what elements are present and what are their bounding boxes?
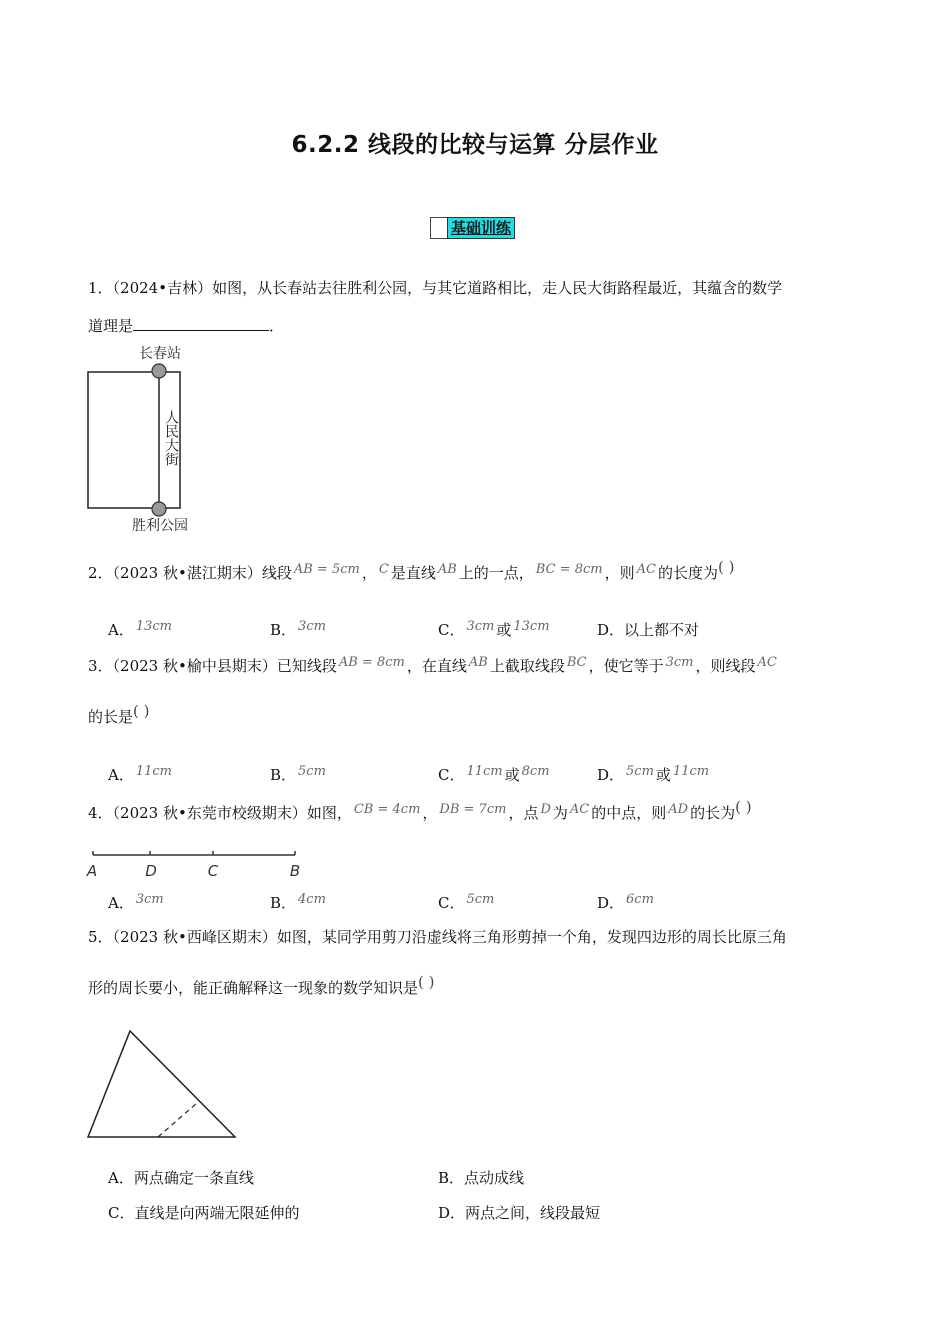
question-text: 如图，: [306, 804, 352, 822]
math-expr: AC: [757, 655, 777, 670]
question-text: 的中点，则: [591, 804, 667, 822]
option-letter: D．: [597, 894, 625, 912]
question-text: 的长是: [88, 708, 134, 726]
park-label: 胜利公园: [132, 518, 188, 534]
answer-paren: ( ): [735, 798, 752, 816]
question-source: （2023 秋•西峰区期末）: [112, 928, 277, 946]
section-header: [430, 217, 515, 239]
option-c[interactable]: C．直线是向两端无限延伸的: [108, 1204, 300, 1222]
question-text: 的长度为: [657, 564, 718, 582]
point-b-label: B: [289, 862, 301, 880]
question-text: ，: [422, 804, 438, 822]
question-1-line-2: [88, 316, 284, 336]
option-value: 11cm: [672, 764, 710, 779]
option-letter: B．: [270, 766, 297, 784]
option-d[interactable]: [597, 620, 699, 640]
option-c[interactable]: [438, 620, 552, 642]
question-text: 形的周长要小，能正确解释这一现象的数学知识是: [88, 979, 419, 997]
option-a[interactable]: [108, 765, 174, 787]
option-value: 4cm: [298, 892, 326, 907]
question-text: 如图，从长春站去往胜利公园，与其它道路相比，走人民大街路程最近，其蕴含的数学: [212, 279, 783, 297]
question-source: （2024•吉林）: [112, 279, 213, 297]
question-text: 如图，某同学用剪刀沿虚线将三角形剪掉一个角，发现四边形的周长比原三角: [276, 928, 787, 946]
math-expr: AB: [437, 562, 457, 577]
option-value: 5cm: [626, 764, 654, 779]
question-1: [88, 278, 782, 298]
question-source: （2023 秋•东莞市校级期末）: [112, 804, 307, 822]
option-d[interactable]: [597, 765, 711, 787]
question-text: 为: [552, 804, 568, 822]
section-title: 基础训练: [447, 217, 515, 239]
station-dot: [152, 364, 166, 378]
option-value: 3cm: [298, 619, 326, 634]
question-text: 已知线段: [276, 657, 337, 675]
option-letter: C．: [438, 621, 465, 639]
question-text: 道理是: [88, 317, 134, 335]
math-expr: D: [540, 802, 551, 817]
question-text: 是直线: [390, 564, 436, 582]
question-3: [88, 656, 779, 678]
option-d[interactable]: [597, 893, 656, 915]
option-a[interactable]: A．两点确定一条直线: [108, 1169, 254, 1187]
question-text: ，使它等于: [588, 657, 664, 675]
math-expr: BC = 8cm: [535, 562, 603, 577]
option-c[interactable]: [438, 765, 552, 787]
question-text: 上的一点，: [458, 564, 534, 582]
math-expr: AB = 5cm: [293, 562, 360, 577]
question-source: （2023 秋•湛江期末）: [112, 564, 262, 582]
question-text: ，在直线: [406, 657, 467, 675]
option-letter: A．: [108, 766, 134, 784]
math-expr: AC: [569, 802, 590, 817]
option-connector: 或: [655, 766, 671, 784]
triangle: [88, 1031, 235, 1137]
option-value: 13cm: [135, 619, 172, 634]
street-label: 人民大街: [163, 410, 179, 466]
option-value: 13cm: [513, 619, 550, 634]
question-number: 3．: [88, 657, 113, 675]
math-expr: AC: [636, 562, 656, 577]
option-value: 5cm: [298, 764, 326, 779]
question-number: 4．: [88, 804, 113, 822]
point-a-label: A: [86, 862, 98, 880]
question-source: （2023 秋•榆中县期末）: [112, 657, 277, 675]
option-a[interactable]: [108, 620, 174, 642]
option-connector: 或: [496, 621, 512, 639]
option-letter: C．: [438, 766, 465, 784]
option-value: 6cm: [626, 892, 654, 907]
option-b[interactable]: B．点动成线: [438, 1169, 525, 1187]
park-dot: [152, 502, 166, 516]
section-marker: [430, 217, 447, 239]
option-value: 8cm: [521, 764, 550, 779]
option-letter: D．: [597, 621, 625, 639]
option-letter: B．: [270, 894, 297, 912]
question-text: ，则线段: [695, 657, 756, 675]
question-number: 2．: [88, 564, 113, 582]
math-expr: C: [378, 562, 389, 577]
answer-paren: ( ): [717, 558, 735, 576]
question-5: [88, 927, 787, 947]
point-d-label: D: [145, 862, 157, 880]
answer-paren: ( ): [133, 702, 150, 720]
question-2: [88, 558, 735, 585]
question-number: 1．: [88, 279, 113, 297]
math-expr: DB = 7cm: [439, 802, 507, 817]
question-number: 5．: [88, 928, 113, 946]
question-text: ，: [361, 564, 377, 582]
math-expr: CB = 4cm: [353, 802, 421, 817]
page-title: 6.2.2 线段的比较与运算 分层作业: [291, 132, 659, 158]
q4-segment-figure: [84, 845, 314, 885]
question-text: ，则: [604, 564, 635, 582]
option-value: 5cm: [466, 892, 495, 907]
option-value: 11cm: [466, 764, 503, 779]
option-value: 3cm: [135, 892, 164, 907]
option-letter: C．: [438, 894, 465, 912]
option-b[interactable]: [270, 620, 328, 642]
option-b[interactable]: [270, 893, 328, 915]
option-value: 3cm: [466, 619, 495, 634]
q5-triangle-figure: [82, 1025, 252, 1145]
option-a[interactable]: [108, 893, 166, 915]
option-letter: A．: [108, 621, 134, 639]
option-d[interactable]: D．两点之间，线段最短: [438, 1204, 601, 1222]
point-c-label: C: [207, 862, 219, 880]
option-value: 以上都不对: [624, 621, 700, 639]
question-text: ，点: [508, 804, 539, 822]
option-letter: B．: [270, 621, 297, 639]
option-letter: D．: [597, 766, 625, 784]
option-value: 11cm: [135, 764, 172, 779]
cut-line: [158, 1103, 197, 1137]
option-connector: 或: [504, 766, 520, 784]
option-c[interactable]: [438, 893, 496, 915]
math-expr: AB = 8cm: [338, 655, 405, 670]
question-3-line-2: [88, 702, 150, 727]
station-label: 长春站: [139, 346, 181, 362]
math-expr: AD: [668, 802, 689, 817]
question-text: ．: [269, 317, 285, 335]
question-5-line-2: [88, 973, 435, 998]
option-b[interactable]: [270, 765, 328, 787]
q1-map-figure: [82, 340, 202, 540]
question-text: 线段: [261, 564, 292, 582]
answer-blank: [133, 316, 269, 331]
math-expr: BC: [566, 655, 587, 670]
option-letter: A．: [108, 894, 134, 912]
question-4: [88, 798, 752, 825]
question-text: 上截取线段: [489, 657, 565, 675]
answer-paren: ( ): [418, 973, 435, 991]
math-expr: 3cm: [665, 655, 694, 670]
question-text: 的长为: [690, 804, 736, 822]
math-expr: AB: [468, 655, 488, 670]
